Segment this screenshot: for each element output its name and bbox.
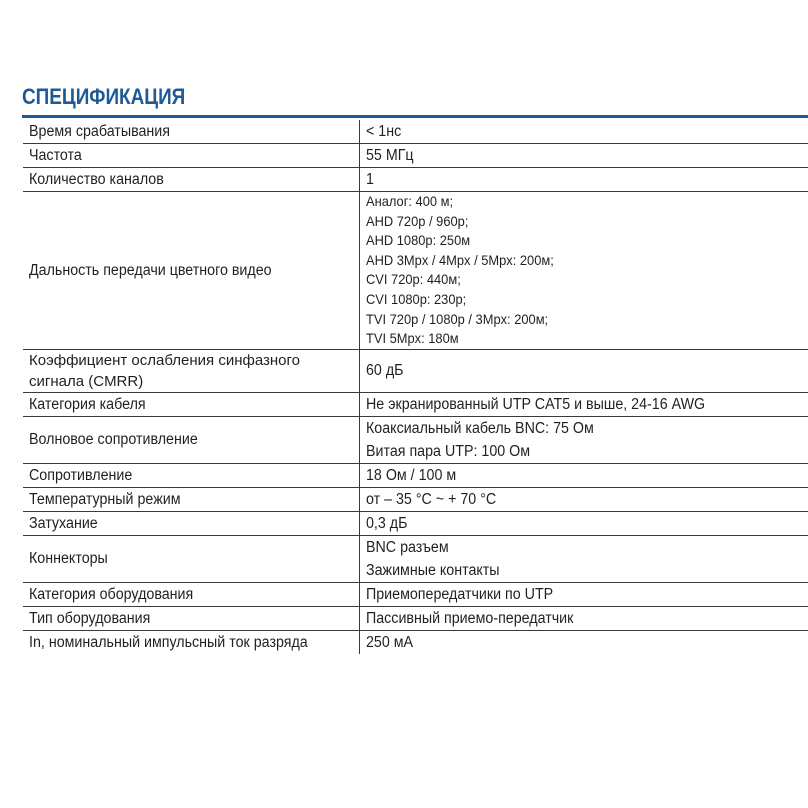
spec-label-cell <box>23 511 359 535</box>
spec-label: Частота <box>29 147 82 164</box>
spec-value: TVI 5Mpx: 180м <box>365 330 459 347</box>
spec-label: Время срабатывания <box>29 123 171 140</box>
spec-value: CVI 1080p: 230p; <box>365 290 466 307</box>
spec-value: Не экранированный UTP CAT5 и выше, 24-16 AWG <box>365 395 705 413</box>
spec-value: 60 дБ <box>365 362 404 380</box>
title-divider <box>22 115 808 118</box>
spec-value: 0,3 дБ <box>365 514 407 532</box>
spec-value: Витая пара UTP: 100 Ом <box>365 442 530 460</box>
spec-label-cell <box>23 192 359 350</box>
specification-table-body <box>23 120 808 654</box>
spec-value-cell <box>359 392 808 416</box>
spec-label-cell <box>23 144 359 168</box>
spec-label: Затухание <box>29 514 98 532</box>
spec-label: Температурный режим <box>29 490 181 508</box>
spec-label: In, номинальный импульсный ток разряда <box>29 633 308 651</box>
spec-row <box>23 168 808 192</box>
spec-label-cell <box>23 120 359 144</box>
spec-label-cell <box>23 535 359 582</box>
spec-label: Коннекторы <box>29 550 108 568</box>
spec-value: Приемопередатчики по UTP <box>365 585 553 603</box>
spec-value-cell <box>359 144 808 168</box>
spec-value: AHD 720p / 960p; <box>365 212 468 229</box>
spec-label-cell <box>23 630 359 654</box>
spec-value-cell <box>359 349 808 392</box>
spec-value: AHD 1080p: 250м <box>365 232 470 249</box>
spec-value: 55 МГц <box>365 147 414 164</box>
spec-label-cell <box>23 606 359 630</box>
spec-value: 250 мА <box>365 633 413 651</box>
spec-row <box>23 630 808 654</box>
spec-value-cell <box>359 416 808 463</box>
spec-row <box>23 511 808 535</box>
spec-value: AHD 3Mpx / 4Mpx / 5Mpx: 200м; <box>365 251 554 268</box>
spec-value: Аналог: 400 м; <box>365 193 453 209</box>
page-title: СПЕЦИФИКАЦИЯ <box>22 84 186 109</box>
spec-label: Категория кабеля <box>29 395 146 413</box>
spec-value: 1 <box>365 171 374 188</box>
spec-value: TVI 720p / 1080p / 3Mpx: 200м; <box>365 310 548 327</box>
spec-label-cell <box>23 487 359 511</box>
specification-table <box>23 120 808 654</box>
spec-row <box>23 463 808 487</box>
spec-label-cell <box>23 168 359 192</box>
spec-label: Волновое сопротивление <box>29 431 198 449</box>
spec-label: Количество каналов <box>29 171 164 188</box>
spec-value-cell <box>359 463 808 487</box>
spec-value-cell <box>359 606 808 630</box>
spec-label: Коэффициент ослабления синфазного сигнала (CMRR) <box>29 351 300 390</box>
spec-label-cell <box>23 416 359 463</box>
spec-row <box>23 392 808 416</box>
spec-row <box>23 144 808 168</box>
spec-row <box>23 606 808 630</box>
spec-value: BNC разъем <box>365 538 449 556</box>
spec-value-cell <box>359 535 808 582</box>
spec-label: Тип оборудования <box>29 609 151 627</box>
spec-value-cell <box>359 582 808 606</box>
spec-label: Категория оборудования <box>29 585 194 603</box>
spec-value: Пассивный приемо-передатчик <box>365 609 573 627</box>
spec-value-cell <box>359 511 808 535</box>
spec-value: 18 Ом / 100 м <box>365 466 456 484</box>
spec-row <box>23 120 808 144</box>
spec-value: Зажимные контакты <box>365 561 500 579</box>
spec-label: Сопротивление <box>29 466 133 484</box>
spec-value-cell <box>359 120 808 144</box>
spec-label-cell <box>23 463 359 487</box>
spec-value-cell <box>359 487 808 511</box>
spec-value: < 1нс <box>365 123 401 140</box>
spec-row <box>23 582 808 606</box>
spec-label-cell <box>23 392 359 416</box>
spec-value-cell <box>359 168 808 192</box>
spec-row <box>23 535 808 582</box>
spec-value: Коаксиальный кабель BNC: 75 Ом <box>365 419 594 437</box>
spec-row <box>23 192 808 350</box>
spec-row <box>23 349 808 392</box>
spec-row <box>23 416 808 463</box>
spec-value: CVI 720p: 440м; <box>365 271 461 288</box>
spec-label-cell <box>23 349 359 392</box>
spec-row <box>23 487 808 511</box>
spec-label-cell <box>23 582 359 606</box>
spec-label: Дальность передачи цветного видео <box>29 261 272 279</box>
spec-value-cell <box>359 630 808 654</box>
spec-value-cell <box>359 192 808 350</box>
spec-value: от – 35 °C ~ + 70 °C <box>365 490 496 508</box>
